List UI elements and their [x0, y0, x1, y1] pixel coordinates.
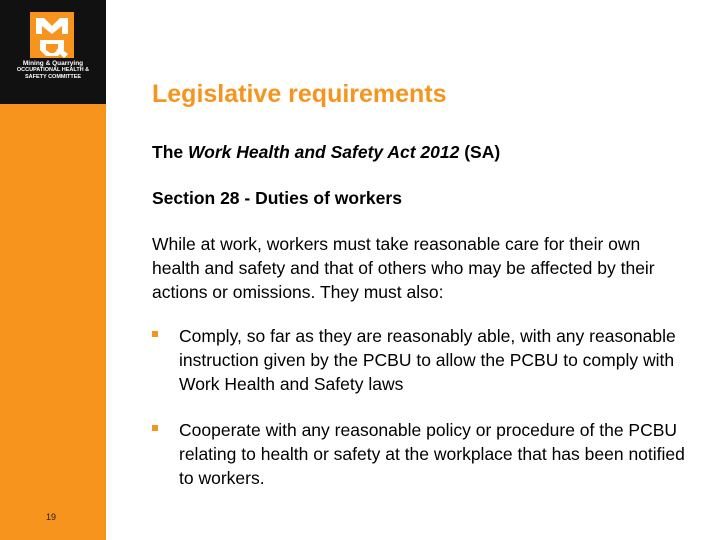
slide-number: 19	[46, 512, 57, 522]
orange-sidebar	[0, 0, 106, 540]
act-suffix: (SA)	[459, 142, 501, 162]
logo-line3: SAFETY COMMITTEE	[24, 74, 82, 80]
committee-logo	[0, 0, 106, 104]
act-prefix: The	[152, 142, 188, 162]
logo-line1: Mining & Quarrying	[22, 60, 84, 67]
square-bullet-icon	[152, 425, 158, 431]
section-heading: Section 28 - Duties of workers	[152, 188, 402, 208]
list-item	[152, 418, 689, 490]
list-item	[152, 324, 689, 396]
duties-list	[152, 324, 692, 490]
logo-line2: OCCUPATIONAL HEALTH &	[16, 67, 90, 73]
act-name: Work Health and Safety Act 2012	[187, 142, 460, 162]
bullet-text: Comply, so far as they are reasonably able, with any reasonable instruction given by the PCBU to allow the PCBU to comply with Work Health and Safety laws	[179, 326, 676, 394]
bullet-text: Cooperate with any reasonable policy or procedure of the PCBU relating to health or safety at the workplace that has been notified to workers.	[179, 420, 685, 488]
slide-content	[152, 140, 692, 512]
square-bullet-icon	[152, 331, 158, 337]
act-reference	[152, 140, 692, 164]
intro-paragraph: While at work, workers must take reasonable care for their own health and safety and that of others who may be affected by their actions or omissions. They must also:	[152, 234, 655, 302]
slide-title: Legislative requirements	[152, 80, 447, 108]
mq-logo-icon	[30, 12, 74, 58]
logo-text	[2, 60, 104, 81]
